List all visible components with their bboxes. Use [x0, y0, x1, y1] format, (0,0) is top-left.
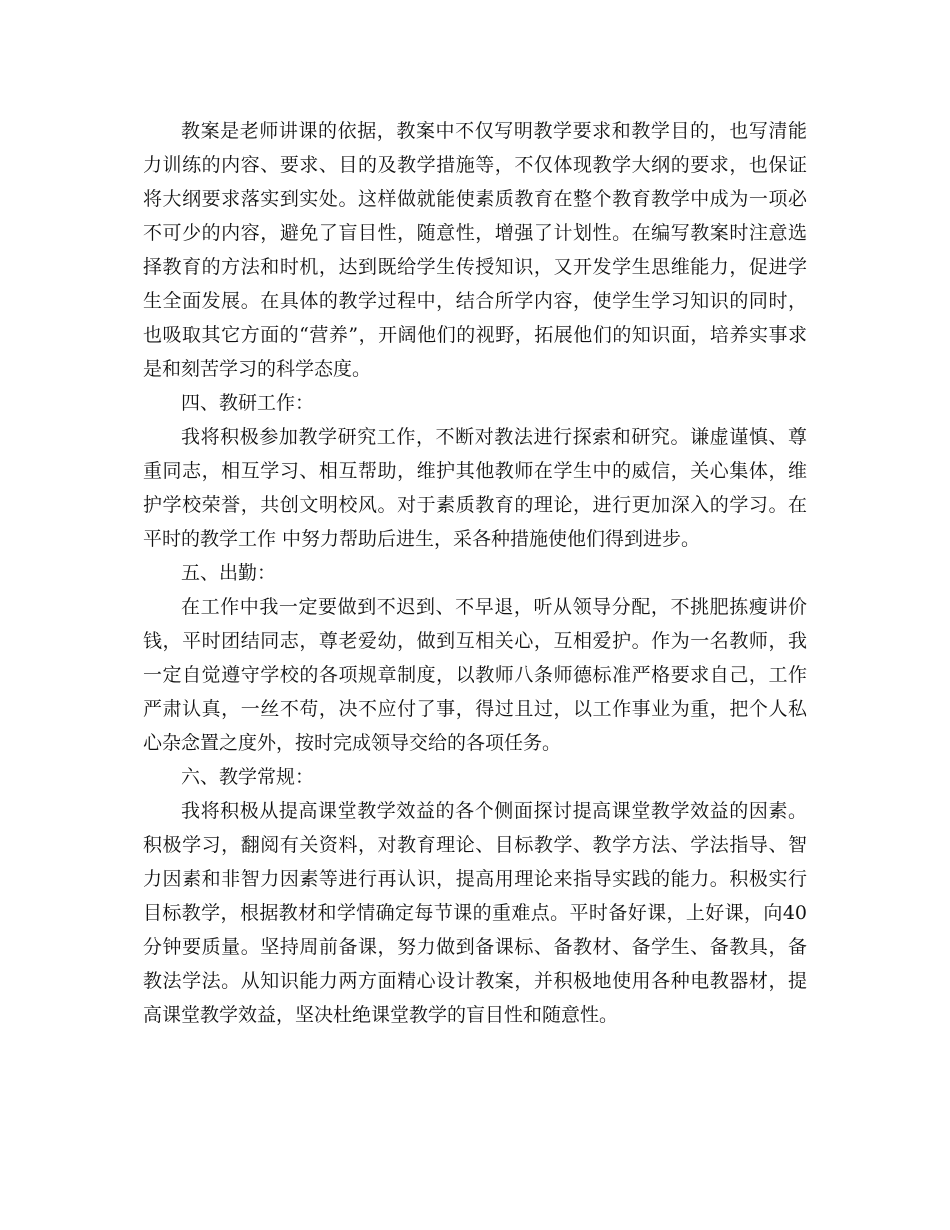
heading-teaching-routine: 六、教学常规： — [181, 766, 315, 788]
paragraph-attendance: 在工作中我一定要做到不迟到、不早退，听从领导分配，不挑肥拣瘦讲价钱，平时团结同志，尊老爱幼，做到互相关心，互相爱护。作为一名教师，我一定自觉遵守学校的各项规章制度，以教师八条师德标准严格要求自己，工作严肃认真，一丝不苟，决不应付了事，得过且过，以工作事业为重，把个人私心杂念置之度外，按时完成领导交给的各项任务。 — [143, 596, 807, 754]
heading-teaching-research: 四、教研工作： — [181, 392, 315, 414]
paragraph-teaching-routine: 我将积极从提高课堂教学效益的各个侧面探讨提高课堂教学效益的因素。积极学习，翻阅有关资料，对教育理论、目标教学、教学方法、学法指导、智力因素和非智力因素等进行再认识，提高用理论来指导实践的能力。积极实行目标教学，根据教材和学情确定每节课的重难点。平时备好课，上好课，向40分钟要质量。坚持周前备课，努力做到备课标、备教材、备学生、备教具，备教法学法。从知识能力两方面精心设计教案，并积极地使用各种电教器材，提高课堂教学效益，坚决杜绝课堂教学的盲目性和随意性。 — [143, 800, 807, 1026]
heading-attendance: 五、出勤： — [181, 562, 277, 584]
document-page — [143, 114, 807, 1032]
paragraph-lesson-plan: 教案是老师讲课的依据，教案中不仅写明教学要求和教学目的，也写清能力训练的内容、要求、目的及教学措施等，不仅体现教学大纲的要求，也保证将大纲要求落实到实处。这样做就能使素质教育在整个教育教学中成为一项必不可少的内容，避免了盲目性，随意性，增强了计划性。在编写教案时注意选择教育的方法和时机，达到既给学生传授知识，又开发学生思维能力，促进学生全面发展。在具体的教学过程中，结合所学内容，使学生学习知识的同时，也吸取其它方面的“营养”，开阔他们的视野，拓展他们的知识面，培养实事求是和刻苦学习的科学态度。 — [143, 120, 807, 380]
paragraph-teaching-research: 我将积极参加教学研究工作，不断对教法进行探索和研究。谦虚谨慎、尊重同志，相互学习、相互帮助，维护其他教师在学生中的威信，关心集体，维护学校荣誉，共创文明校风。对于素质教育的理论，进行更加深入的学习。在平时的教学工作 中努力帮助后进生，采各种措施使他们得到进步。 — [143, 426, 807, 550]
